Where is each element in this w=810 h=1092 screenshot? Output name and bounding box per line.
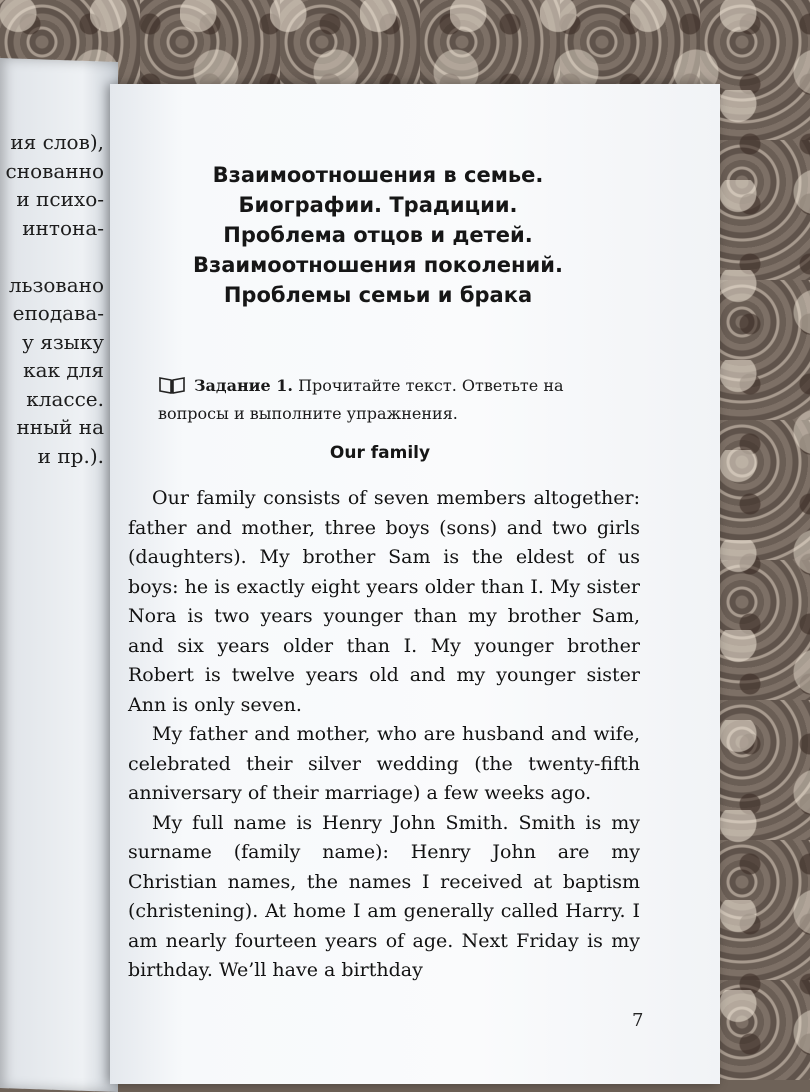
heading-line: Проблемы семьи и брака [223,283,533,307]
section-title: Our family [329,443,431,463]
task-instruction [158,372,628,428]
heading-line: Взаимоотношения поколений. [193,253,563,277]
left-line: у языку [22,329,104,354]
previous-page-text [0,128,104,470]
left-line: и пр.). [37,443,104,468]
task-label: Задание 1. [194,376,293,395]
chapter-heading [168,160,588,310]
page-number: 7 [632,1010,644,1031]
task-text: Прочитайте текст. Ответьте на вопросы и выполните упражнения. [158,376,564,423]
left-line: нный на [16,415,104,439]
heading-line: Проблема отцов и детей. [223,223,533,247]
left-line: снованно [5,158,104,183]
left-line: как для [23,358,104,382]
book-icon [158,376,186,394]
left-line: ия слов), [10,130,104,154]
paragraph: My full name is Henry John Smith. Smith is my surname (family name): Henry John are my Christian names, the names I received at baptism (christening). At home I am generally called Harry. I am nearly fourteen years of age. Next Friday is my birthday. We’ll have a birthday [128,811,640,981]
left-line: интона- [22,215,104,240]
left-line: и психо- [16,187,104,211]
left-line [0,242,104,271]
paragraph: Our family consists of seven members altogether: father and mother, three boys (sons) and two girls (daughters). My brother Sam is the eldest of us boys: he is exactly eight years older than I. My sister Nora is two years younger than my brother Sam, and six years older than I. My younger brother Robert is twelve years old and my younger sister Ann is only seven. [128,487,640,716]
left-line: классе. [26,386,104,411]
heading-line: Взаимоотношения в семье. [212,163,544,187]
heading-line: Биографии. Традиции. [238,193,518,217]
left-line: еподава- [12,301,104,325]
left-line: льзовано [8,272,104,297]
paragraph: My father and mother, who are husband and wife, celebrated their silver wedding (the twenty-fifth anniversary of their marriage) a few weeks ago. [128,723,640,804]
article-body [128,484,640,986]
